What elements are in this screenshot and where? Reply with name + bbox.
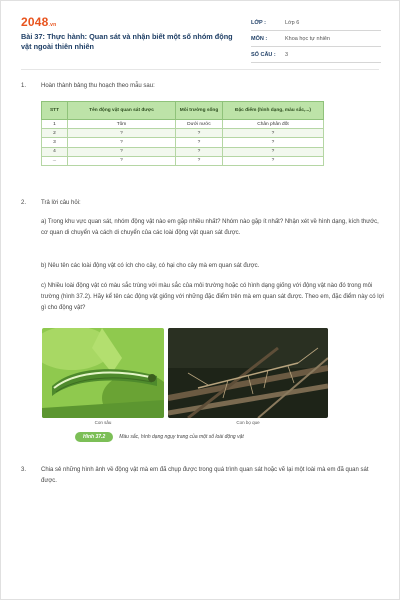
- table-cell: 3: [42, 138, 68, 147]
- lesson-title: Bài 37: Thực hành: Quan sát và nhận biết một số nhóm động vật ngoài thiên nhiên: [21, 32, 233, 51]
- meta-row-subject: [251, 31, 381, 47]
- caption-stick-insect: Con bọ que: [236, 420, 260, 425]
- observation-table: [41, 101, 324, 166]
- logo-suffix: .vn: [48, 22, 57, 28]
- table-cell: ?: [176, 138, 223, 147]
- table-cell: ?: [223, 138, 324, 147]
- stick-insect-image: [168, 328, 328, 418]
- meta-key: SỐ CÂU :: [251, 51, 276, 58]
- table-header: Tên động vật quan sát được: [68, 102, 176, 120]
- figure-caption: Màu sắc, hình dạng ngụy trang của một số loài động vật: [119, 434, 244, 440]
- logo-text: 2048: [21, 15, 49, 29]
- question-2b: b) Nêu tên các loài động vật có ích cho cây, có hại cho cây mà em quan sát được.: [41, 263, 260, 269]
- question-2a: a) Trong khu vực quan sát, nhóm động vật nào em gặp nhiều nhất? Nhóm nào gặp ít nhất? Nhận xét về hình dạng, kích thước, cơ quan di chuyển và cách di chuyển của các loài động vật quan sát được.: [41, 219, 379, 236]
- table-cell: Tôm: [68, 120, 176, 129]
- table-cell: ?: [223, 147, 324, 156]
- table-row: [42, 138, 324, 147]
- header-divider: [21, 69, 379, 70]
- meta-row-count: [251, 47, 381, 63]
- table-header: Đặc điểm (hình dạng, màu sắc,...): [223, 102, 324, 120]
- figure-caption-bar: [75, 432, 244, 442]
- table-row: [42, 129, 324, 138]
- table-cell: Dưới nước: [176, 120, 223, 129]
- table-cell: 1: [42, 120, 68, 129]
- stick-insect-photo: [168, 328, 328, 418]
- site-logo[interactable]: [21, 15, 56, 29]
- meta-info: [251, 15, 381, 63]
- table-row: [42, 147, 324, 156]
- table-cell: ?: [68, 156, 176, 165]
- table-cell: Chân phân đốt: [223, 120, 324, 129]
- table-row: [42, 120, 324, 129]
- table-cell: 2: [42, 129, 68, 138]
- question-text: Trả lời câu hỏi:: [41, 200, 81, 206]
- meta-row-class: [251, 15, 381, 31]
- question-text: Chia sẻ những hình ảnh về động vật mà em đã chụp được trong quá trình quan sát hoặc vẽ lại một loài mà em đã quan sát được.: [41, 467, 369, 484]
- question-number: 1.: [21, 83, 27, 89]
- question-2c: c) Nhiều loài động vật có màu sắc trùng với màu sắc của môi trường hoặc có hình dạng giống với động vật nào đó trong môi trường (hình 37.2). Hãy kể tên các động vật giống với những đặc điểm trên mà em quan sát được. Theo em, đặc điểm này có lợi gì cho động vật?: [41, 283, 384, 311]
- table-cell: ?: [223, 156, 324, 165]
- table-header-row: [42, 102, 324, 120]
- table-header: Môi trường sống: [176, 102, 223, 120]
- question-text: Hoàn thành bảng thu hoạch theo mẫu sau:: [41, 83, 155, 89]
- question-number: 2.: [21, 200, 27, 206]
- question-3: [21, 465, 381, 487]
- figure-tag: Hình 37.2: [75, 432, 113, 442]
- question-1: [21, 81, 155, 92]
- table-cell: ...: [42, 156, 68, 165]
- table-cell: ?: [176, 156, 223, 165]
- table-cell: ?: [176, 129, 223, 138]
- question-number: 3.: [21, 467, 27, 473]
- table-cell: 4: [42, 147, 68, 156]
- caterpillar-photo: [42, 328, 164, 418]
- caption-caterpillar: Con sâu: [94, 420, 112, 425]
- table-cell: ?: [68, 147, 176, 156]
- meta-value: 3: [285, 51, 289, 58]
- table-cell: ?: [176, 147, 223, 156]
- question-2: [21, 198, 81, 209]
- table-cell: ?: [68, 138, 176, 147]
- caterpillar-image: [42, 328, 164, 418]
- meta-key: LỚP :: [251, 19, 266, 26]
- meta-value: Khoa học tự nhiên: [285, 35, 330, 42]
- table-cell: ?: [68, 129, 176, 138]
- meta-value: Lớp 6: [285, 19, 300, 26]
- meta-key: MÔN :: [251, 35, 268, 42]
- table-cell: ?: [223, 129, 324, 138]
- table-row: [42, 156, 324, 165]
- table-header: STT: [42, 102, 68, 120]
